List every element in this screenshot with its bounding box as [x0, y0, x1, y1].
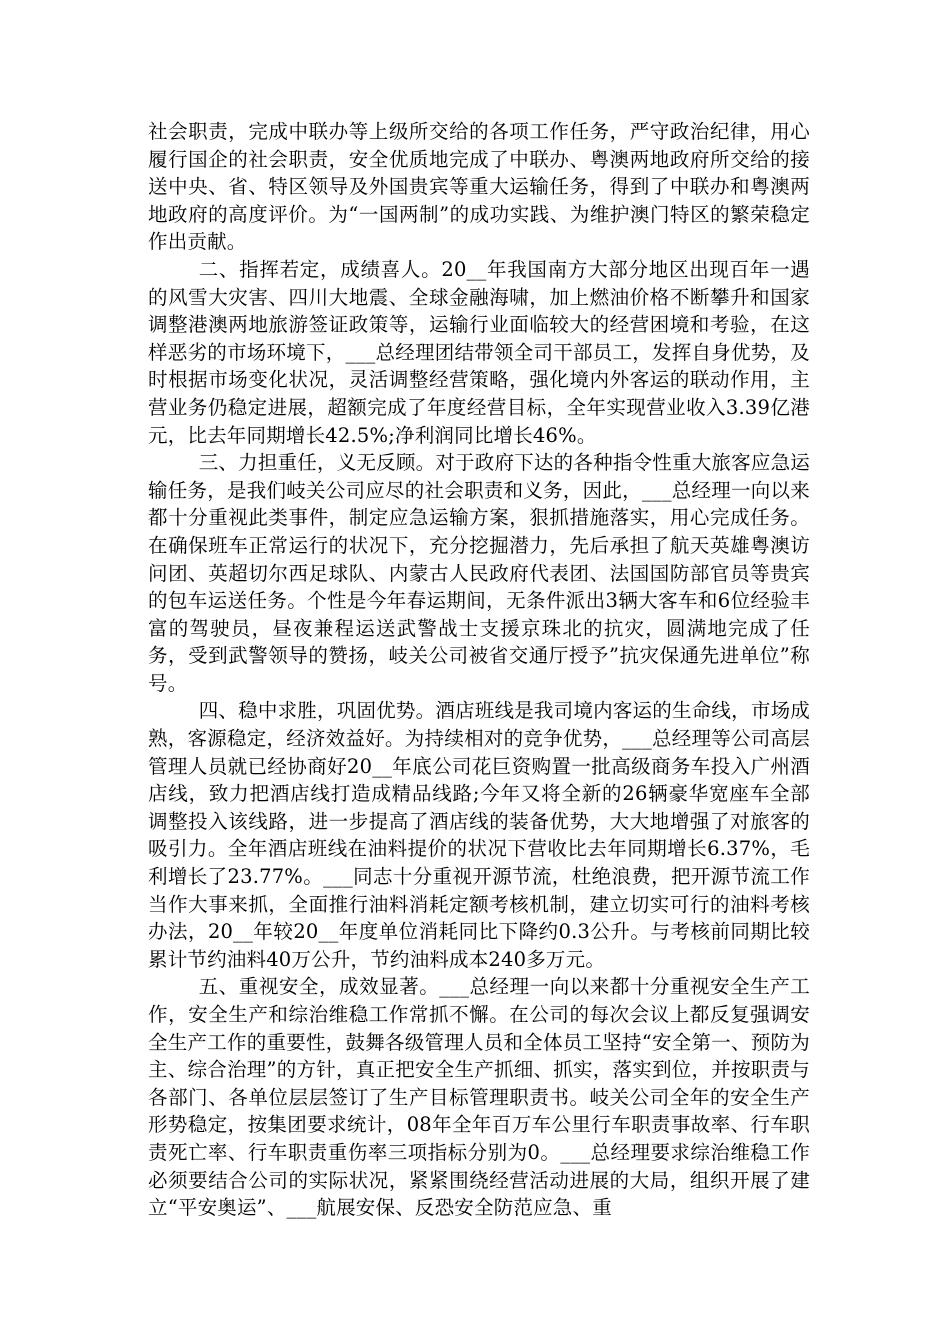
- paragraph-continuation: 社会职责，完成中联办等上级所交给的各项工作任务，严守政治纪律，用心履行国企的社会职责，安全优质地完成了中联办、粤澳两地政府所交给的接送中央、省、特区领导及外国贵宾等重大运输任务，得到了中联办和粤澳两地政府的高度评价。为“一国两制”的成功实践、为维护澳门特区的繁荣稳定作出贡献。: [148, 120, 810, 254]
- paragraph-section-two: 二、指挥若定，成绩喜人。20__年我国南方大部分地区出现百年一遇的风雪大灾害、四川大地震、全球金融海啸，加上燃油价格不断攀升和国家调整港澳两地旅游签证政策等，运输行业面临较大的经营困境和考验，在这样恶劣的市场环境下，___总经理团结带领全司干部员工，发挥自身优势，及时根据市场变化状况，灵活调整经营策略，强化境内外客运的联动作用，主营业务仍稳定进展，超额完成了年度经营目标，全年实现营业收入3.39亿港元，比去年同期增长42.5%;净利润同比增长46%。: [148, 257, 810, 447]
- paragraph-section-four: 四、稳中求胜，巩固优势。酒店班线是我司境内客运的生命线，市场成熟，客源稳定，经济效益好。为持续相对的竞争优势，___总经理等公司高层管理人员就已经协商好20__年底公司花巨资购置一批高级商务车投入广州酒店线，致力把酒店线打造成精品线路;今年又将全新的26辆豪华宽座车全部调整投入该线路，进一步提高了酒店线的装备优势，大大地增强了对旅客的吸引力。全年酒店班线在油料提价的状况下营收比去年同期增长6.37%，毛利增长了23.77%。___同志十分重视开源节流，杜绝浪费，把开源节流工作当作大事来抓，全面推行油料消耗定额考核机制，建立切实可行的油料考核办法，20__年较20__年度单位消耗同比下降约0.3公升。与考核前同期比较累计节约油料40万公升，节约油料成本240多万元。: [148, 699, 810, 971]
- paragraph-section-three: 三、力担重任，义无反顾。对于政府下达的各种指令性重大旅客应急运输任务，是我们岐关公司应尽的社会职责和义务，因此，___总经理一向以来都十分重视此类事件，制定应急运输方案，狠抓措施落实，用心完成任务。在确保班车正常运行的状况下，充分挖掘潜力，先后承担了航天英雄粤澳访问团、英超切尔西足球队、内蒙古人民政府代表团、法国国防部官员等贵宾的包车运送任务。个性是今年春运期间，无条件派出3辆大客车和6位经验丰富的驾驶员，昼夜兼程运送武警战士支援京珠北的抗灾，圆满地完成了任务，受到武警领导的赞扬，岐关公司被省交通厅授予”抗灾保通先进单位”称号。: [148, 451, 810, 695]
- paragraph-section-five: 五、重视安全，成效显著。___总经理一向以来都十分重视安全生产工作，安全生产和综治维稳工作常抓不懈。在公司的每次会议上都反复强调安全生产工作的重要性，鼓舞各级管理人员和全体员工坚持“安全第一、预防为主、综合治理”的方针，真正把安全生产抓细、抓实，落实到位，并按职责与各部门、各单位层层签订了生产目标管理职责书。岐关公司全年的安全生产形势稳定，按集团要求统计，08年全年百万车公里行车职责事故率、行车职责死亡率、行车职责重伤率三项指标分别为0。___总经理要求综治维稳工作必须要结合公司的实际状况，紧紧围绕经营活动进展的大局，组织开展了建立“平安奥运”、___航展安保、反恐安全防范应急、重: [148, 975, 810, 1220]
- document-page: [148, 118, 810, 1222]
